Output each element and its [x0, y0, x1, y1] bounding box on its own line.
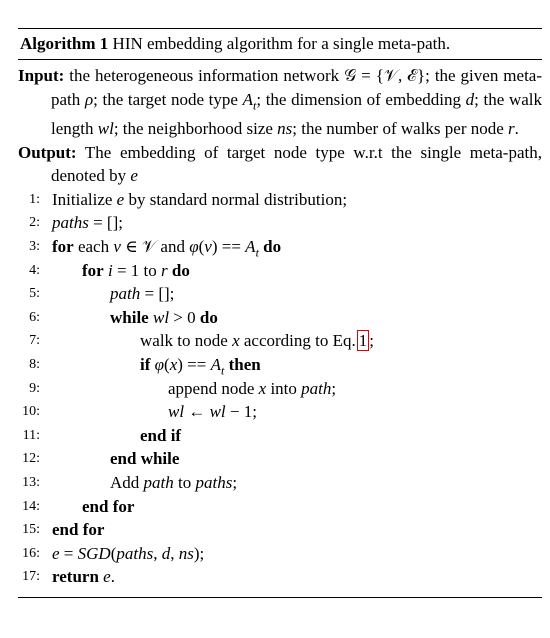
line-code: end for — [52, 520, 105, 540]
input-block — [18, 64, 542, 141]
line-number: 15: — [22, 522, 40, 538]
algorithm-label: Algorithm 1 — [20, 34, 109, 53]
line-number: 5: — [29, 286, 40, 302]
line-code: wl ← wl − 1; — [168, 402, 257, 422]
line-code: end while — [110, 449, 180, 469]
line-number: 1: — [29, 191, 40, 207]
line-code: e = SGD(paths, d, ns); — [52, 543, 205, 563]
line-code: for i = 1 to r do — [82, 260, 190, 280]
line-number: 14: — [22, 498, 40, 514]
line-number: 17: — [22, 569, 40, 585]
bottom-rule — [18, 597, 542, 598]
line-code: paths = []; — [52, 213, 123, 233]
line-number: 7: — [29, 333, 40, 349]
algorithm-line-17 — [18, 565, 542, 589]
line-code: if $\varphi(x) == A_t$ then — [140, 355, 261, 378]
algorithm-line-11 — [18, 424, 542, 448]
line-code: end if — [140, 425, 182, 445]
algorithm-line-12 — [18, 447, 542, 471]
line-code: while wl > 0 do — [110, 307, 218, 327]
algorithm-title-text: HIN embedding algorithm for a single meta-path. — [112, 34, 451, 53]
algorithm-box — [18, 28, 542, 598]
algorithm-line-6 — [18, 306, 542, 330]
line-number: 11: — [22, 427, 40, 443]
line-number: 12: — [22, 451, 40, 467]
algorithm-line-9 — [18, 377, 542, 401]
algorithm-title — [18, 29, 542, 59]
output-text: The embedding of target node type w.r.t the single meta-path, denoted by e — [51, 142, 542, 186]
line-code: append node x into path; — [168, 378, 337, 398]
equation-reference-link[interactable]: 1 — [358, 331, 368, 351]
line-number: 16: — [22, 545, 40, 561]
algorithm-line-1 — [18, 188, 542, 212]
algorithm-line-10 — [18, 400, 542, 424]
line-number: 13: — [22, 475, 40, 491]
algorithm-lines — [18, 188, 542, 589]
title-rule — [18, 59, 542, 60]
algorithm-line-7 — [18, 329, 542, 353]
line-number: 10: — [22, 404, 40, 420]
algorithm-line-8 — [18, 353, 542, 377]
line-number: 6: — [29, 309, 40, 325]
line-number: 4: — [29, 262, 40, 278]
line-code: walk to node x according to Eq. 1 ; — [140, 331, 374, 351]
algorithm-line-4 — [18, 259, 542, 283]
output-label: Output: — [18, 142, 77, 162]
output-block — [18, 141, 542, 188]
algorithm-line-14 — [18, 495, 542, 519]
line-number: 9: — [29, 380, 40, 396]
algorithm-line-3 — [18, 235, 542, 259]
line-code: for each v ∈ 𝒱 and $\varphi(v) == A_t$ do — [52, 237, 282, 260]
line-code: return e. — [52, 567, 115, 587]
algorithm-line-15 — [18, 518, 542, 542]
algorithm-line-2 — [18, 211, 542, 235]
line-code: path = []; — [110, 284, 175, 304]
line-code: Initialize e by standard normal distribution; — [52, 189, 348, 209]
algorithm-line-13 — [18, 471, 542, 495]
line-number: 8: — [29, 357, 40, 373]
algorithm-line-16 — [18, 542, 542, 566]
algorithm-line-5 — [18, 282, 542, 306]
line-number: 3: — [29, 239, 40, 255]
input-label: Input: — [18, 66, 65, 85]
line-number: 2: — [29, 215, 40, 231]
line-code: end for — [82, 496, 135, 516]
input-text: the heterogeneous information network 𝒢 = {𝒱, ℰ}; the given meta-path ρ; the target node type $A_t$; the dimension of embedding d; the walk length wl; the neighborhood size ns; the number of walks per node r. — [51, 66, 542, 139]
line-code: Add path to paths; — [110, 473, 238, 493]
